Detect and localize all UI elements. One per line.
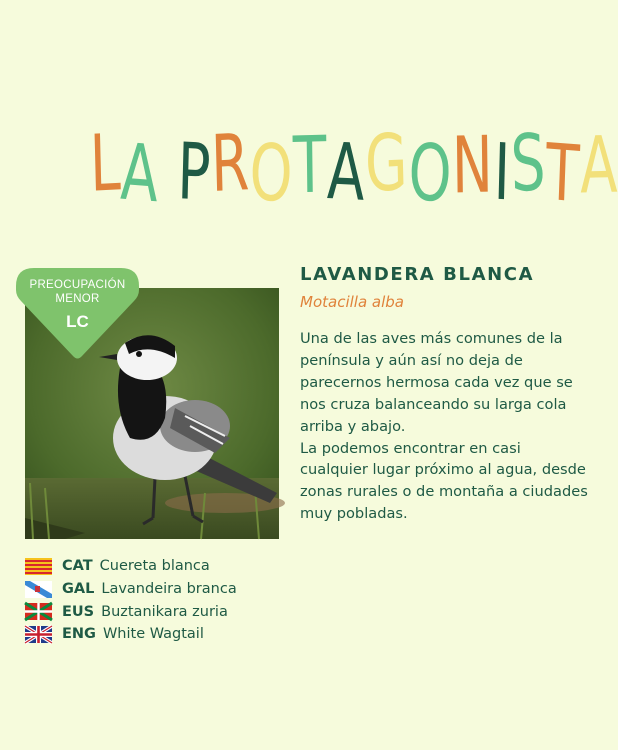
title-letter: S	[509, 118, 547, 210]
conservation-status-badge	[16, 268, 139, 360]
title-letter: T	[292, 120, 328, 212]
description-paragraph: Una de las aves más comunes de la península y aún así no deja de parecernos hermosa cada vez que se nos cruza balanceando su larga cola arriba y abajo.	[300, 330, 573, 435]
lang-name: White Wagtail	[102, 626, 204, 643]
title-letter: N	[451, 120, 495, 212]
title-letter: T	[544, 127, 582, 221]
title-letter: I	[492, 127, 512, 219]
title-letter: O	[406, 127, 454, 221]
page-title	[88, 117, 618, 221]
common-names-list	[25, 555, 325, 646]
title-letter: A	[326, 127, 367, 219]
title-letter: G	[364, 117, 410, 211]
lang-name: Buztanikara zuria	[101, 603, 228, 620]
title-letter: O	[247, 127, 295, 221]
lang-row-cat	[25, 555, 325, 578]
lang-code: CAT	[62, 558, 93, 575]
lang-row-eus	[25, 600, 325, 623]
lang-code: EUS	[62, 603, 95, 620]
title-letter: R	[209, 118, 251, 210]
lang-row-eng	[25, 623, 325, 646]
species-description	[300, 328, 590, 525]
title-letter: A	[119, 127, 161, 221]
lang-name: Cuereta blanca	[99, 558, 210, 575]
catalonia-flag-icon	[25, 558, 52, 575]
badge-code: LC	[66, 312, 89, 331]
species-name: LAVANDERA BLANCA	[300, 264, 535, 285]
title-letter: L	[88, 118, 123, 210]
galicia-flag-icon	[25, 581, 52, 598]
title-letter	[159, 116, 178, 216]
title-letter: A	[579, 120, 618, 212]
lang-code: GAL	[62, 581, 95, 598]
lang-code: ENG	[62, 626, 96, 643]
uk-flag-icon	[25, 626, 52, 643]
lang-row-gal	[25, 578, 325, 601]
species-latin-name: Motacilla alba	[300, 293, 404, 311]
description-paragraph: La podemos encontrar en casi cualquier lugar próximo al agua, desde zonas rurales o de montaña a ciudades muy pobladas.	[300, 439, 588, 523]
basque-flag-icon	[25, 603, 52, 620]
title-letter: P	[176, 127, 212, 219]
lang-name: Lavandeira branca	[101, 581, 237, 598]
badge-label: PREOCUPACIÓN MENOR	[29, 279, 126, 305]
